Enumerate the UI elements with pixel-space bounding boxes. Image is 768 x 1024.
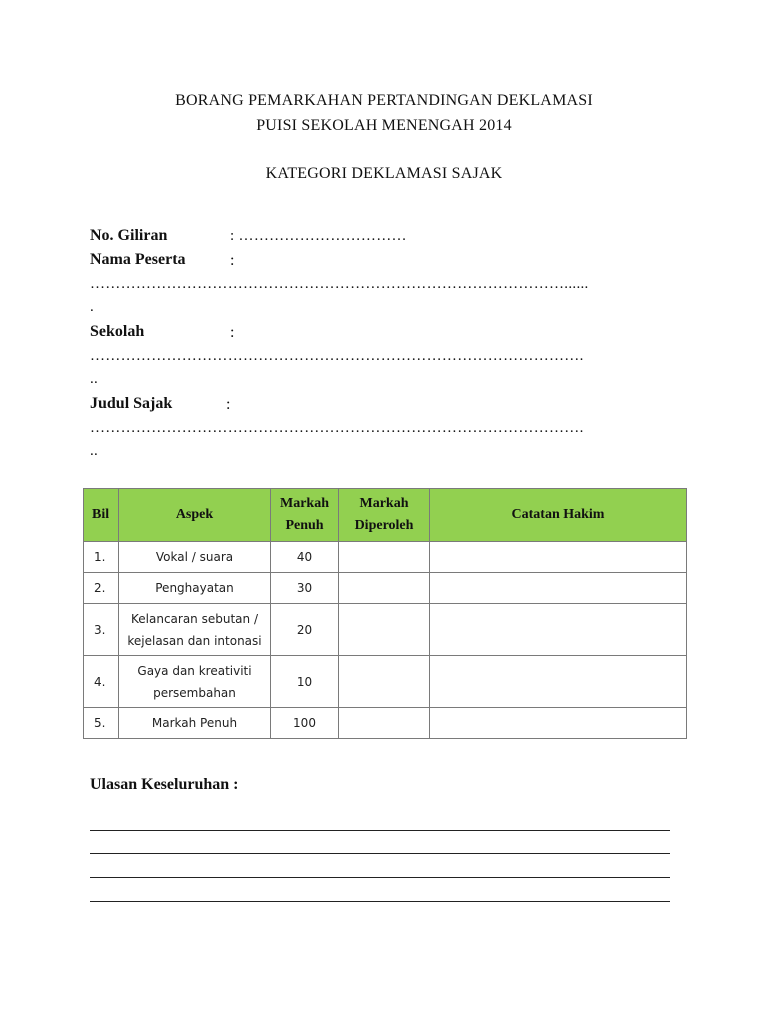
no-giliran-label: No. Giliran: [90, 227, 168, 244]
row-markah-diperoleh-cell[interactable]: [339, 573, 430, 604]
row-markah-diperoleh-cell[interactable]: [339, 656, 430, 708]
nama-peserta-field-cont: .: [90, 299, 95, 315]
row-aspek: Kelancaran sebutan / kejelasan dan intonasi: [119, 604, 271, 656]
table-header-row: [84, 489, 687, 542]
table-row: [84, 573, 687, 604]
header-markah-diperoleh: Markah Diperoleh: [339, 489, 430, 542]
row-catatan-cell[interactable]: [430, 604, 687, 656]
row-markah-penuh: 30: [271, 573, 339, 604]
table-row: [84, 542, 687, 573]
row-markah-diperoleh-cell[interactable]: [339, 542, 430, 573]
row-markah-diperoleh-cell[interactable]: [339, 708, 430, 739]
ulasan-line-2[interactable]: [90, 853, 670, 854]
row-bil: 5.: [84, 708, 119, 739]
header-bil: Bil: [84, 489, 119, 542]
sekolah-label: Sekolah: [90, 323, 145, 340]
row-catatan-cell[interactable]: [430, 708, 687, 739]
ulasan-line-4[interactable]: [90, 901, 670, 902]
row-bil: 1.: [84, 542, 119, 573]
form-title-line-2: PUISI SEKOLAH MENENGAH 2014: [256, 117, 512, 134]
table-row: [84, 656, 687, 708]
row-catatan-cell[interactable]: [430, 656, 687, 708]
row-markah-penuh: 40: [271, 542, 339, 573]
category-title: KATEGORI DEKLAMASI SAJAK: [265, 165, 503, 182]
no-giliran-field[interactable]: : ……………………………: [230, 228, 407, 244]
row-markah-penuh: 20: [271, 604, 339, 656]
sekolah-field[interactable]: …………………………………………………………………………………….: [90, 348, 584, 364]
ulasan-line-3[interactable]: [90, 877, 670, 878]
row-catatan-cell[interactable]: [430, 573, 687, 604]
nama-peserta-colon: :: [230, 252, 235, 269]
header-markah-penuh: Markah Penuh: [271, 489, 339, 542]
nama-peserta-field[interactable]: …………………………………………………………………………………......: [90, 276, 589, 292]
table-row: [84, 604, 687, 656]
row-markah-penuh: 100: [271, 708, 339, 739]
judul-sajak-field[interactable]: …………………………………………………………………………………….: [90, 420, 584, 436]
row-catatan-cell[interactable]: [430, 542, 687, 573]
row-markah-diperoleh-cell[interactable]: [339, 604, 430, 656]
sekolah-field-cont: ..: [90, 371, 99, 387]
ulasan-line-1[interactable]: [90, 830, 670, 831]
judul-sajak-field-cont: ..: [90, 443, 99, 459]
row-aspek: Vokal / suara: [119, 542, 271, 573]
header-catatan-hakim: Catatan Hakim: [430, 489, 687, 542]
header-aspek: Aspek: [119, 489, 271, 542]
row-bil: 3.: [84, 604, 119, 656]
row-aspek: Gaya dan kreativiti persembahan: [119, 656, 271, 708]
row-aspek: Penghayatan: [119, 573, 271, 604]
ulasan-label: Ulasan Keseluruhan :: [90, 776, 239, 793]
row-markah-penuh: 10: [271, 656, 339, 708]
form-title-line-1: BORANG PEMARKAHAN PERTANDINGAN DEKLAMASI: [175, 92, 593, 109]
sekolah-colon: :: [230, 324, 235, 341]
row-aspek: Markah Penuh: [119, 708, 271, 739]
table-row: [84, 708, 687, 739]
row-bil: 4.: [84, 656, 119, 708]
judul-sajak-label: Judul Sajak: [90, 395, 173, 412]
nama-peserta-label: Nama Peserta: [90, 251, 186, 268]
scoring-table: [83, 488, 687, 739]
judul-sajak-colon: :: [226, 396, 231, 413]
row-bil: 2.: [84, 573, 119, 604]
